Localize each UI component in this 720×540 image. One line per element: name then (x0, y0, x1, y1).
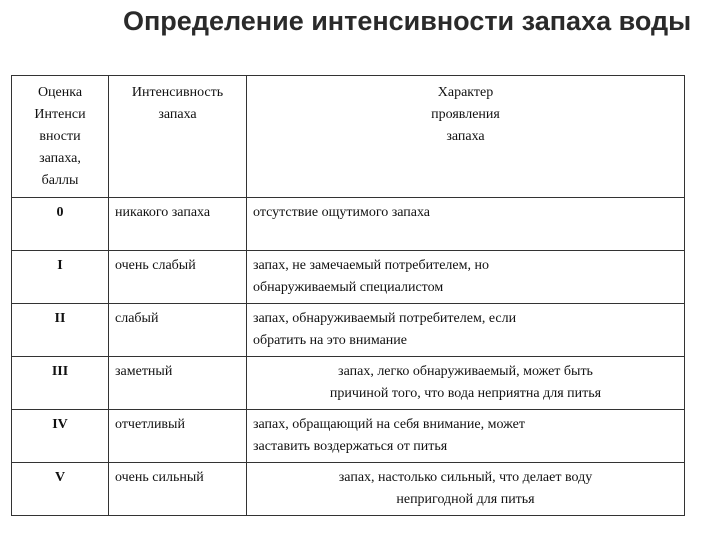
description-value: запах, не замечаемый потребителем, но обнаруживаемый специалистом (253, 258, 489, 295)
description-value: запах, обнаруживаемый потребителем, если обратить на это внимание (253, 311, 517, 348)
header-score-label: Оценка Интенси вности запаха, баллы (34, 85, 86, 188)
intensity-value: слабый (115, 311, 159, 326)
score-cell (12, 304, 109, 357)
intensity-value: очень слабый (115, 258, 196, 273)
score-value: II (54, 311, 66, 326)
page-title: Определение интенсивности запаха воды (123, 6, 692, 36)
description-cell (247, 463, 685, 516)
odor-intensity-table (11, 75, 685, 516)
intensity-value: заметный (115, 364, 173, 379)
table-row (12, 463, 685, 516)
description-value: запах, настолько сильный, что делает воду непригодной для питья (338, 470, 593, 507)
score-value: IV (52, 417, 68, 432)
description-value: запах, легко обнаруживаемый, может быть причиной того, что вода неприятна для питья (329, 364, 602, 401)
description-cell (247, 198, 685, 251)
header-character-label: Характер проявления запаха (431, 85, 500, 144)
score-cell (12, 357, 109, 410)
score-value: V (54, 470, 66, 485)
intensity-value: очень сильный (115, 470, 204, 485)
score-value: 0 (56, 205, 64, 220)
header-intensity-label: Интенсивность запаха (131, 85, 224, 122)
score-cell (12, 463, 109, 516)
intensity-cell (109, 357, 247, 410)
intensity-cell (109, 463, 247, 516)
header-intensity-cell (109, 76, 247, 198)
table-row (12, 304, 685, 357)
intensity-value: никакого запаха (115, 205, 211, 220)
header-character-cell (247, 76, 685, 198)
description-cell (247, 251, 685, 304)
score-cell (12, 410, 109, 463)
description-cell (247, 357, 685, 410)
intensity-cell (109, 251, 247, 304)
intensity-cell (109, 410, 247, 463)
table-row (12, 357, 685, 410)
score-value: III (51, 364, 69, 379)
score-value: I (57, 258, 63, 273)
description-value: отсутствие ощутимого запаха (253, 205, 431, 220)
intensity-cell (109, 304, 247, 357)
table-row (12, 198, 685, 251)
description-value: запах, обращающий на себя внимание, может заставить воздержаться от питья (253, 417, 525, 454)
header-score-cell (12, 76, 109, 198)
description-cell (247, 304, 685, 357)
table-row (12, 251, 685, 304)
score-cell (12, 198, 109, 251)
intensity-value: отчетливый (115, 417, 185, 432)
table-row (12, 410, 685, 463)
score-cell (12, 251, 109, 304)
description-cell (247, 410, 685, 463)
table-header-row (12, 76, 685, 198)
intensity-cell (109, 198, 247, 251)
